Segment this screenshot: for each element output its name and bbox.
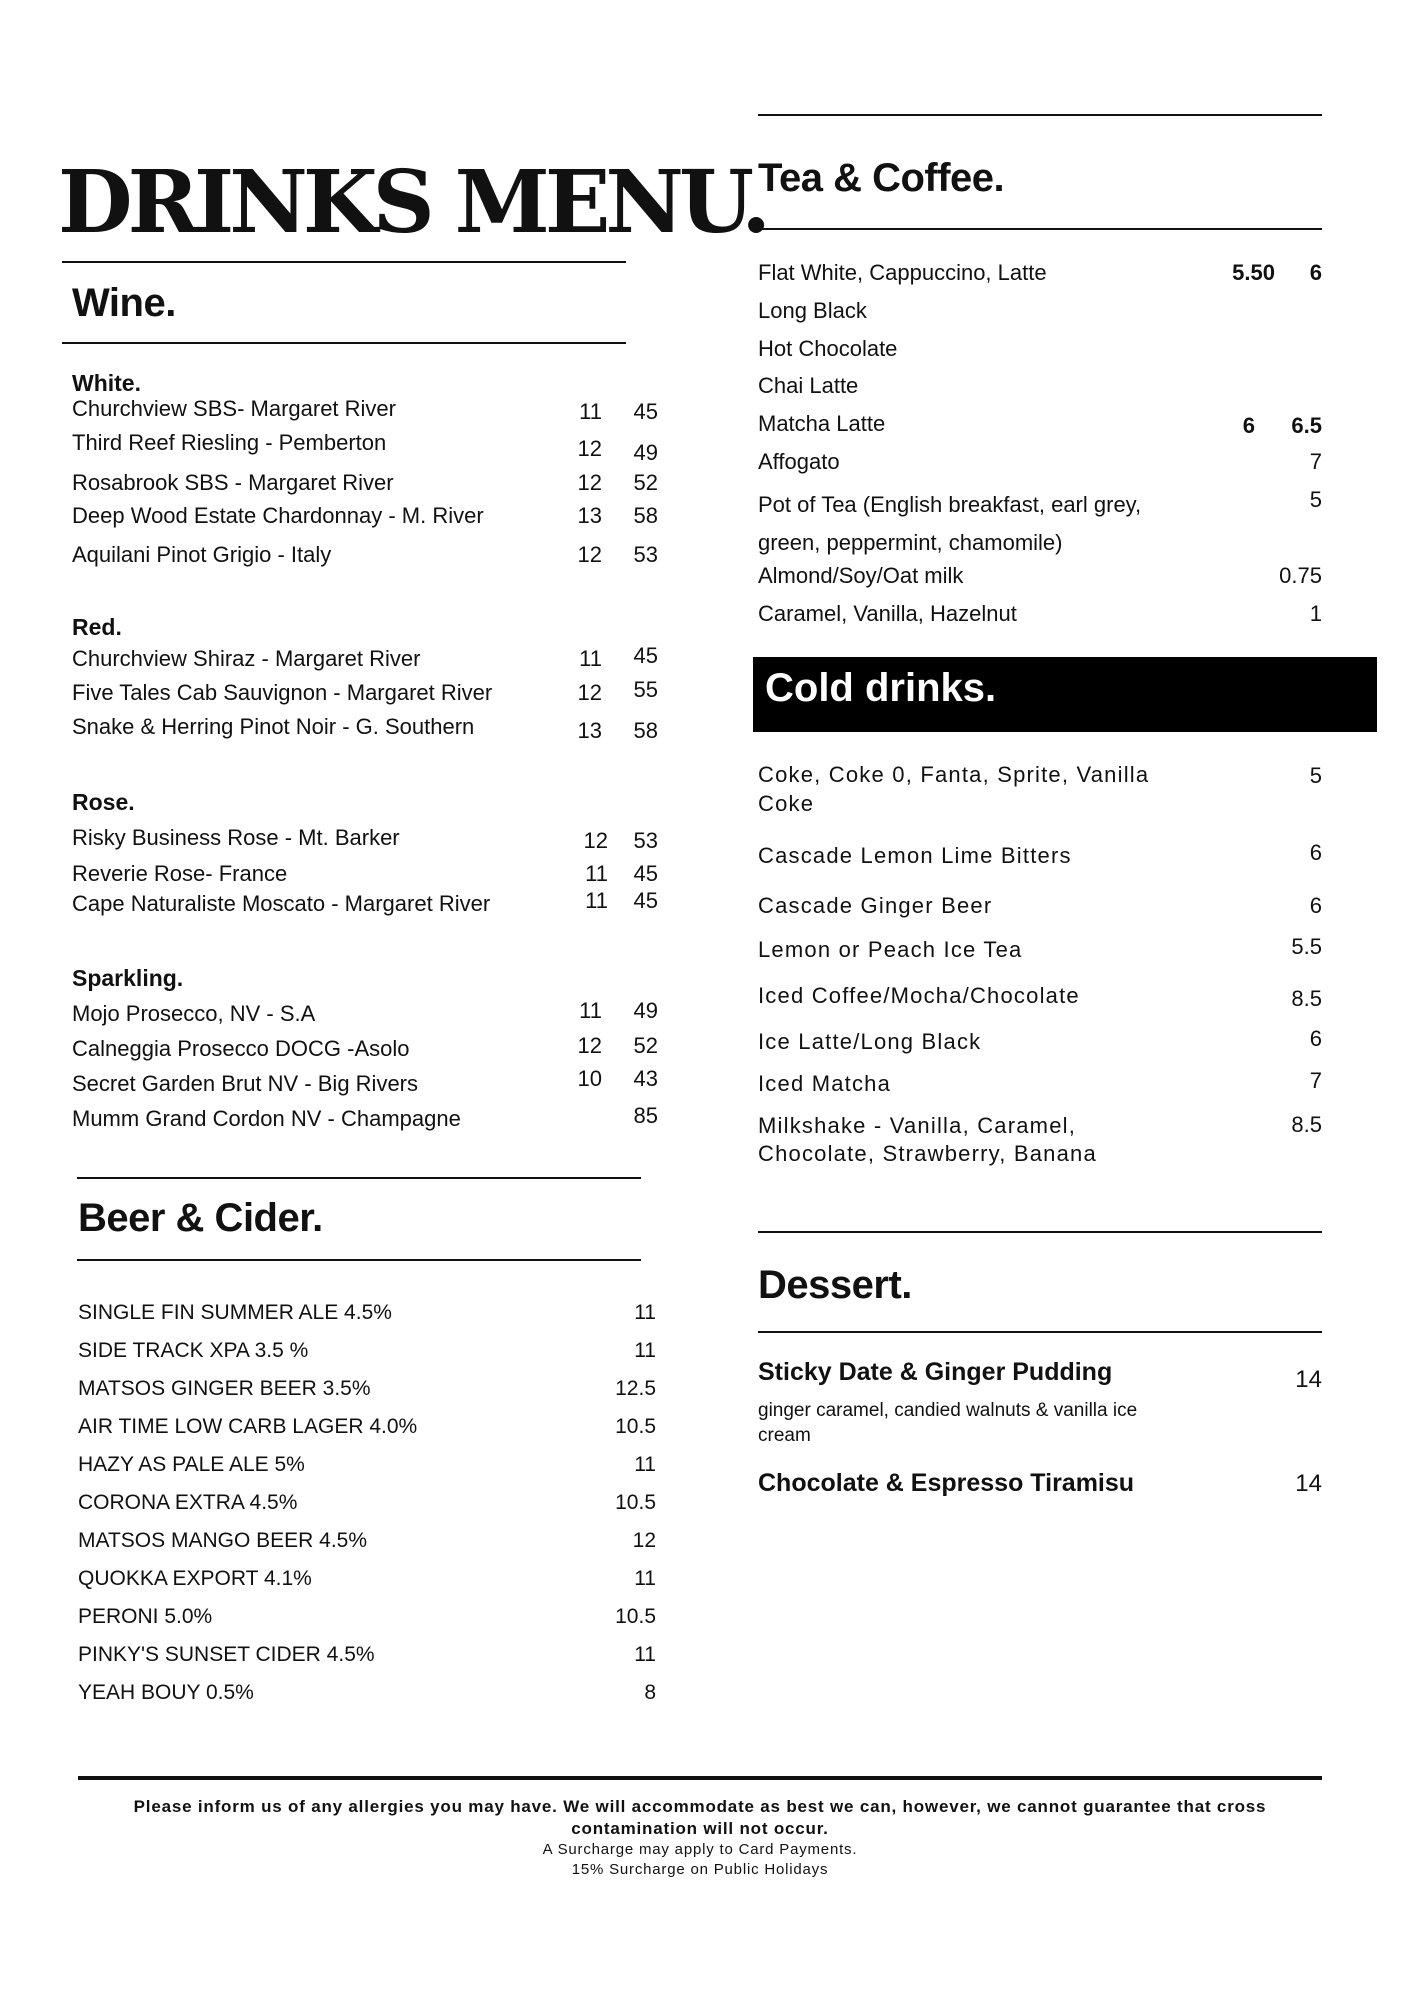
wine-glass-price: 13 [577,503,602,528]
wine-bottle-price: 45 [633,643,658,668]
cold-item: Milkshake - Vanilla, Caramel, Chocolate, Strawberry, Banana [758,1113,1097,1166]
cold-item: Coke, Coke 0, Fanta, Sprite, Vanilla Coke [758,762,1150,816]
wine-item: Deep Wood Estate Chardonnay - M. River [72,503,484,528]
cold-price: 6 [1309,893,1322,918]
wine-item: Mojo Prosecco, NV - S.A [72,1001,316,1026]
tea-item: Affogato [758,449,840,474]
wine-bottle-price: 53 [633,542,658,567]
cold-price: 6 [1309,1026,1322,1051]
wine-group-white: White. [72,370,141,396]
cold-price: 8.5 [1291,986,1322,1011]
tea-item: Almond/Soy/Oat milk [758,563,964,588]
beer-item: YEAH BOUY 0.5% [78,1681,254,1704]
wine-bottle-price: 45 [633,399,658,424]
wine-glass-price: 12 [577,680,602,705]
beer-item: SIDE TRACK XPA 3.5 % [78,1339,309,1362]
wine-glass-price: 12 [577,470,602,495]
beer-price: 8 [644,1681,656,1704]
beer-price: 10.5 [615,1491,656,1514]
wine-group-rose: Rose. [72,789,135,815]
wine-item: Aquilani Pinot Grigio - Italy [72,542,332,567]
wine-group-sparkling: Sparkling. [72,965,184,991]
wine-bottle-price: 58 [633,718,658,743]
beer-item: MATSOS MANGO BEER 4.5% [78,1529,368,1552]
wine-bottle-price: 45 [633,861,658,886]
wine-glass-price: 10 [577,1066,602,1091]
dessert-item: Sticky Date & Ginger Pudding [758,1358,1113,1386]
beer-item: SINGLE FIN SUMMER ALE 4.5% [78,1301,392,1324]
beer-heading: Beer & Cider. [78,1196,323,1240]
wine-item: Rosabrook SBS - Margaret River [72,470,394,495]
beer-item: QUOKKA EXPORT 4.1% [78,1567,312,1590]
tea-item: Flat White, Cappuccino, Latte [758,260,1047,285]
wine-glass-price: 12 [577,1033,602,1058]
cold-price: 5 [1309,763,1322,788]
wine-bottle-price: 49 [633,440,658,465]
wine-item: Cape Naturaliste Moscato - Margaret River [72,891,491,916]
divider [62,261,626,263]
divider [77,1259,641,1261]
beer-price: 11 [634,1453,656,1476]
cold-price: 8.5 [1291,1112,1322,1137]
divider [758,114,1322,116]
tea-item: Pot of Tea (English breakfast, earl grey, green, peppermint, chamomile) [758,492,1142,555]
wine-item: Calneggia Prosecco DOCG -Asolo [72,1036,410,1061]
beer-item: MATSOS GINGER BEER 3.5% [78,1377,371,1400]
beer-item: AIR TIME LOW CARB LAGER 4.0% [78,1415,418,1438]
beer-price: 10.5 [615,1415,656,1438]
wine-glass-price: 11 [585,861,608,886]
tea-price: 6.5 [1291,413,1322,438]
wine-item: Snake & Herring Pinot Noir - G. Southern [72,714,475,739]
wine-glass-price: 12 [577,542,602,567]
beer-price: 11 [634,1567,656,1590]
dessert-description: ginger caramel, candied walnuts & vanilla ice cream [758,1400,1138,1446]
wine-item: Risky Business Rose - Mt. Barker [72,825,400,850]
tea-small-price: 6 [1242,413,1255,438]
cold-item: Cascade Ginger Beer [758,893,993,918]
tea-price: 7 [1309,449,1322,474]
wine-glass-price: 13 [577,718,602,743]
wine-item: Secret Garden Brut NV - Big Rivers [72,1071,419,1096]
cold-item: Cascade Lemon Lime Bitters [758,843,1072,868]
tea-small-price: 5.50 [1232,260,1275,285]
wine-item: Five Tales Cab Sauvignon - Margaret River [72,680,493,705]
wine-glass-price: 12 [583,828,608,853]
divider [77,1177,641,1179]
cold-item: Iced Matcha [758,1071,892,1096]
wine-bottle-price: 49 [633,998,658,1023]
wine-bottle-price: 52 [633,1033,658,1058]
dessert-heading: Dessert. [758,1263,912,1307]
beer-item: CORONA EXTRA 4.5% [78,1491,298,1514]
allergy-notice: Please inform us of any allergies you may have. We will accommodate as best we can, however, we cannot guarantee that cross contamination will not occur. [133,1797,1267,1838]
tea-coffee-heading: Tea & Coffee. [758,156,1005,200]
wine-item: Churchview SBS- Margaret River [72,396,396,421]
wine-item: Third Reef Riesling - Pemberton [72,430,387,455]
dessert-price: 14 [1295,1366,1322,1393]
wine-glass-price: 11 [579,399,602,424]
wine-bottle-price: 55 [633,677,658,702]
beer-item: PERONI 5.0% [78,1605,213,1628]
tea-item: Hot Chocolate [758,336,898,361]
dessert-item: Chocolate & Espresso Tiramisu [758,1469,1135,1497]
dessert-price: 14 [1295,1470,1322,1497]
wine-bottle-price: 53 [633,828,658,853]
wine-glass-price: 11 [579,646,602,671]
wine-item: Reverie Rose- France [72,861,288,886]
wine-bottle-price: 52 [633,470,658,495]
cold-item: Iced Coffee/Mocha/Chocolate [758,983,1080,1008]
card-surcharge-notice: A Surcharge may apply to Card Payments. [542,1841,858,1858]
wine-bottle-price: 43 [633,1066,658,1091]
cold-item: Ice Latte/Long Black [758,1029,982,1054]
tea-item: Long Black [758,298,867,323]
tea-price: 0.75 [1279,563,1322,588]
beer-price: 11 [634,1301,656,1324]
holiday-surcharge-notice: 15% Surcharge on Public Holidays [571,1861,829,1878]
wine-heading: Wine. [72,281,176,325]
beer-price: 11 [634,1643,656,1666]
wine-item: Churchview Shiraz - Margaret River [72,646,421,671]
tea-item: Chai Latte [758,373,859,398]
cold-price: 7 [1309,1068,1322,1093]
wine-glass-price: 11 [579,998,602,1023]
divider [758,1231,1322,1233]
wine-bottle-price: 58 [633,503,658,528]
wine-bottle-price: 45 [633,888,658,913]
tea-item: Matcha Latte [758,411,886,436]
divider [62,342,626,344]
cold-drinks-heading: Cold drinks. [765,666,997,710]
wine-glass-price: 11 [585,888,608,913]
divider [758,228,1322,230]
footer-divider [78,1776,1322,1780]
tea-price: 5 [1309,487,1322,512]
wine-item: Mumm Grand Cordon NV - Champagne [72,1106,461,1131]
page-title: DRINKS MENU. [58,152,767,253]
wine-group-red: Red. [72,614,122,640]
cold-item: Lemon or Peach Ice Tea [758,937,1023,962]
cold-price: 6 [1309,840,1322,865]
footer [75,1796,1325,1880]
tea-price: 1 [1309,601,1322,626]
beer-price: 12.5 [615,1377,656,1400]
tea-price: 6 [1309,260,1322,285]
tea-item: Caramel, Vanilla, Hazelnut [758,601,1017,626]
beer-price: 11 [634,1339,656,1362]
beer-item: HAZY AS PALE ALE 5% [78,1453,305,1476]
beer-price: 10.5 [615,1605,656,1628]
cold-price: 5.5 [1291,934,1322,959]
beer-price: 12 [632,1529,656,1552]
beer-item: PINKY'S SUNSET CIDER 4.5% [78,1643,375,1666]
wine-glass-price: 12 [577,436,602,461]
divider [758,1331,1322,1333]
wine-bottle-price: 85 [633,1103,658,1128]
